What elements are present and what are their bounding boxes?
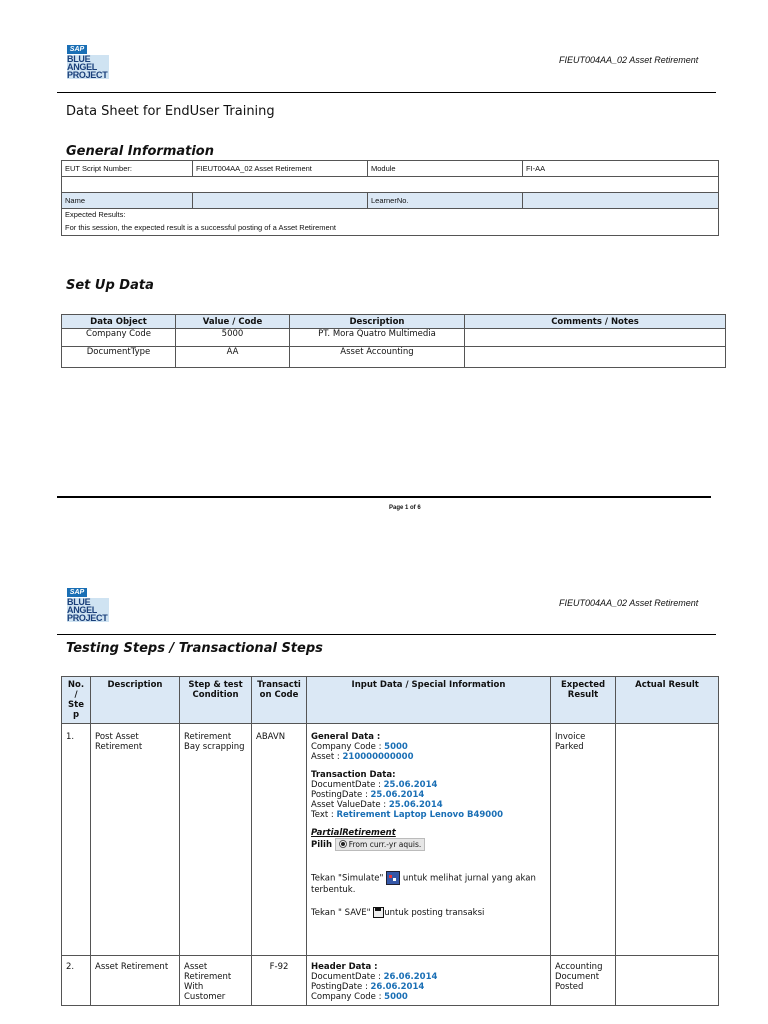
- general-info-table: [61, 160, 719, 236]
- logo-text: BLUE ANGEL PROJECT: [67, 54, 108, 80]
- col-transaction-code: Transacti on Code: [252, 677, 307, 724]
- col-description: Description: [91, 677, 180, 724]
- expected-results-label: Expected Results:: [65, 210, 126, 219]
- testing-steps-table: [61, 676, 719, 1006]
- sap-logo-box: SAP: [67, 588, 87, 597]
- col-input-data: Input Data / Special Information: [307, 677, 551, 724]
- script-number-label: EUT Script Number:: [62, 161, 193, 177]
- table-row: DocumentType AA Asset Accounting: [62, 347, 726, 368]
- header-divider: [57, 92, 716, 93]
- header-doc-id: FIEUT004AA_02 Asset Retirement: [559, 55, 699, 65]
- col-actual-result: Actual Result: [616, 677, 719, 724]
- col-step-condition: Step & test Condition: [180, 677, 252, 724]
- simulate-icon[interactable]: [386, 871, 400, 885]
- learner-value: [523, 193, 719, 209]
- name-label: Name: [62, 193, 193, 209]
- header-doc-id: FIEUT004AA_02 Asset Retirement: [559, 598, 699, 608]
- expected-results-text: For this session, the expected result is a successful posting of a Asset Retirement: [65, 223, 336, 232]
- script-number-value: FIEUT004AA_02 Asset Retirement: [193, 161, 368, 177]
- footer-divider: [57, 496, 711, 498]
- expected-results-cell: [62, 209, 719, 236]
- setup-data-heading: Set Up Data: [66, 278, 154, 293]
- table-row: Company Code 5000 PT. Mora Quatro Multimedia: [62, 329, 726, 347]
- page-title: Data Sheet for EndUser Training: [66, 104, 275, 119]
- learner-label: LearnerNo.: [368, 193, 523, 209]
- sap-logo-box: SAP: [67, 45, 87, 54]
- table-row: 2. Asset Retirement Asset Retirement With Customer F-92 Header Data : DocumentDate : 26.06.2014 PostingDate : 26.06.2014 Company Code : 5000 Accounting Document Posted: [62, 956, 719, 1006]
- radio-dot-icon: [339, 840, 347, 848]
- sap-logo: [67, 588, 109, 630]
- setup-data-table: [61, 314, 726, 368]
- input-data-cell: Header Data : DocumentDate : 26.06.2014 PostingDate : 26.06.2014 Company Code : 5000: [307, 956, 551, 1006]
- col-description: Description: [290, 315, 465, 329]
- logo-text: BLUE ANGEL PROJECT: [67, 597, 108, 623]
- col-value-code: Value / Code: [176, 315, 290, 329]
- general-info-heading: General Information: [66, 144, 214, 159]
- col-comments: Comments / Notes: [465, 315, 726, 329]
- input-data-cell: General Data : Company Code : 5000 Asset : 210000000000 Transaction Data: DocumentDate : 25.06.2014 PostingDate : 25.06.2014 Asset ValueDate : 25.06.2014 Text : Retirement Laptop Lenovo B49000 PartialRetirement Pilih From curr.-yr aquis. Tekan "Simulate" untuk melihat jurnal yang akan terbentuk. Tekan " SAVE" untuk posting transaksi: [307, 724, 551, 956]
- testing-steps-heading: Testing Steps / Transactional Steps: [66, 641, 323, 656]
- spacer-row: [62, 177, 719, 193]
- col-expected-result: Expected Result: [551, 677, 616, 724]
- col-no: No. / Ste p: [62, 677, 91, 724]
- page-number: Page 1 of 6: [389, 505, 421, 511]
- header-divider: [57, 634, 716, 635]
- sap-logo: [67, 45, 109, 87]
- name-value: [193, 193, 368, 209]
- col-data-object: Data Object: [62, 315, 176, 329]
- from-curr-yr-radio[interactable]: From curr.-yr aquis.: [335, 838, 426, 851]
- module-value: FI-AA: [523, 161, 719, 177]
- module-label: Module: [368, 161, 523, 177]
- table-row: 1. Post Asset Retirement Retirement Bay scrapping ABAVN General Data : Company Code : 5000 Asset : 210000000000 Transaction Data: DocumentDate : 25.06.2014 PostingDate : 25.06.2014 Asset ValueDate : 25.06.2014 Text : Retirement Laptop Lenovo B49000 PartialRetirement Pilih From curr.-yr aquis. Tekan "Simulate" untuk melihat jurnal yang akan terbentuk. Tekan " SAVE" untuk posting transaksi Invoice Parked: [62, 724, 719, 956]
- save-icon[interactable]: [373, 907, 384, 918]
